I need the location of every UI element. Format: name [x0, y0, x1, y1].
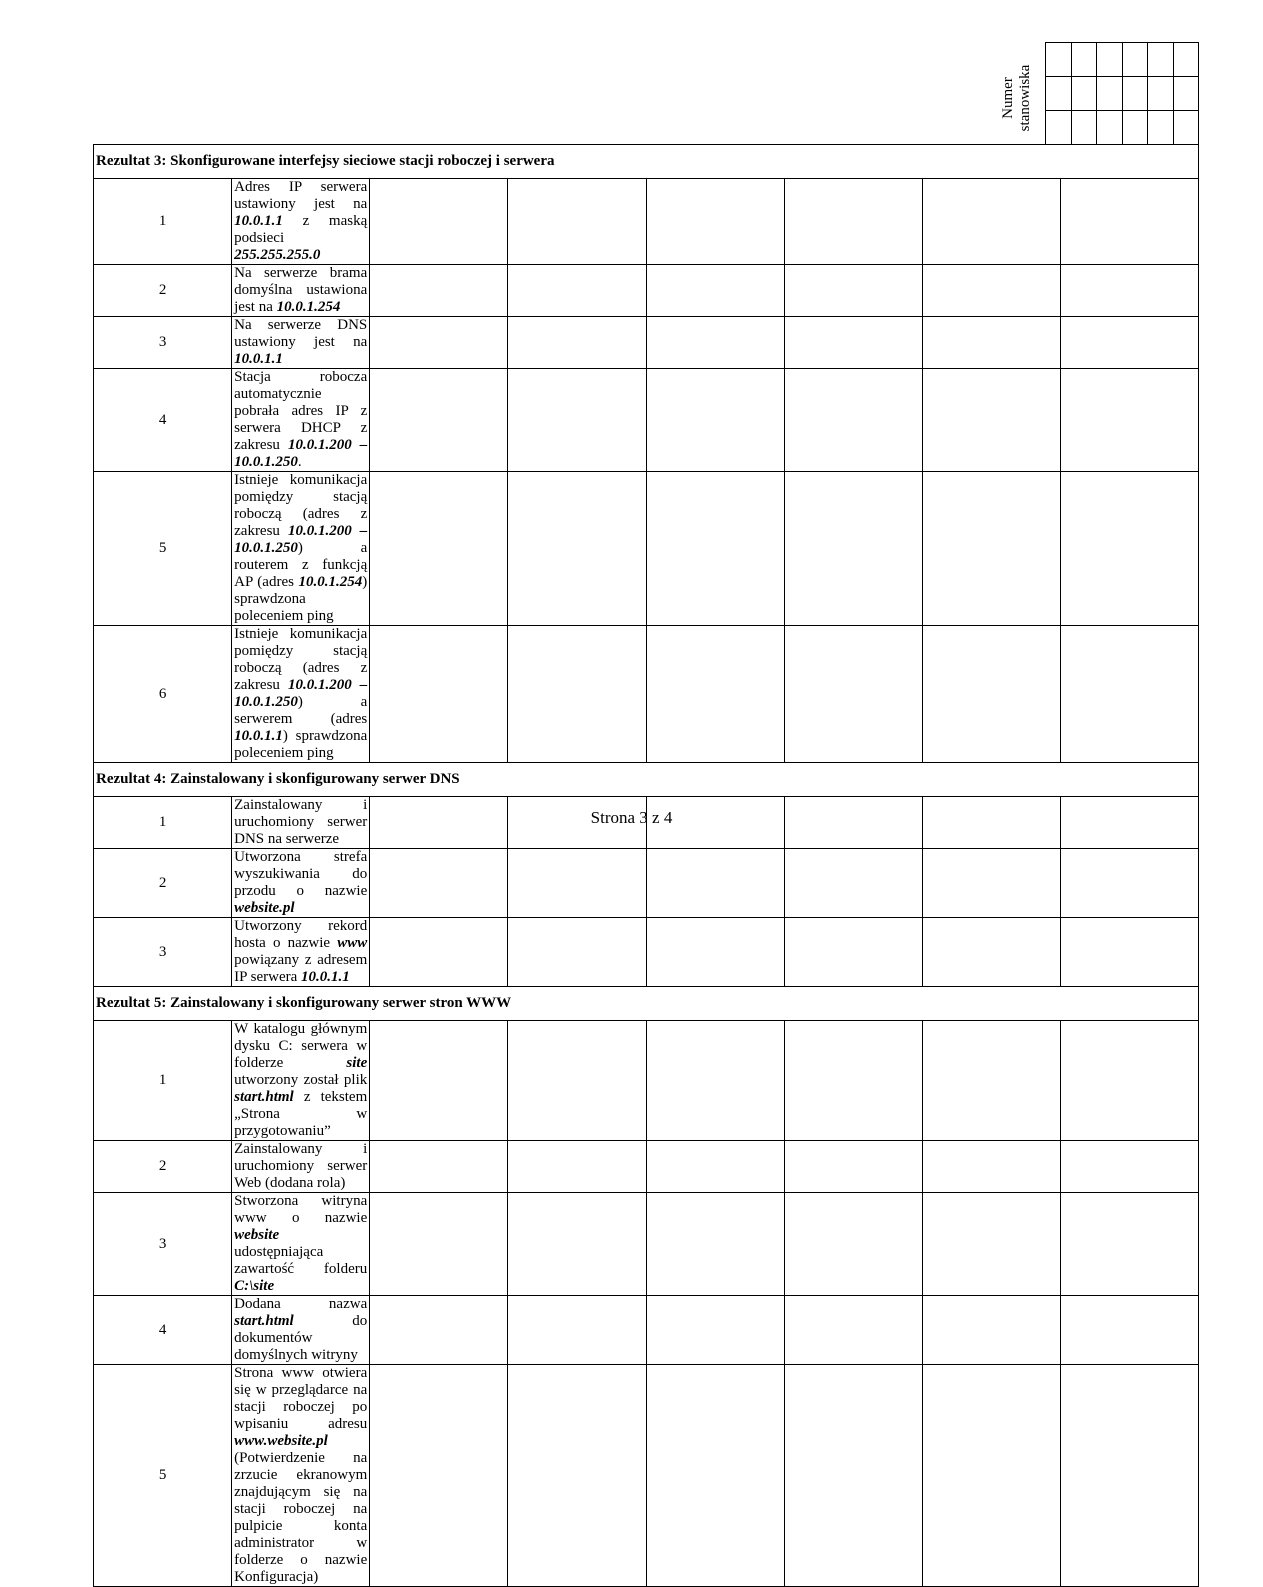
- criterion-text-part: Strona www otwiera się w przeglądarce na stacji roboczej po wpisaniu adresu: [234, 1365, 368, 1432]
- score-box[interactable]: [370, 918, 508, 987]
- criterion-text-part: W katalogu głównym dysku C: serwera w folderze: [234, 1021, 368, 1071]
- criterion-number: 4: [94, 1296, 232, 1365]
- criterion-value: start.html: [234, 1313, 294, 1329]
- criterion-text: [232, 849, 370, 918]
- score-box[interactable]: [508, 472, 646, 626]
- criterion-text-part: Utworzona strefa wyszukiwania do przodu o nazwie: [234, 849, 368, 899]
- criterion-row: [94, 472, 1199, 626]
- score-box[interactable]: [646, 265, 784, 317]
- criterion-row: [94, 1365, 1199, 1587]
- criterion-row: [94, 369, 1199, 472]
- criterion-text: [232, 1141, 370, 1193]
- score-box[interactable]: [784, 626, 922, 763]
- criterion-value: www: [337, 935, 368, 951]
- score-box[interactable]: [646, 1193, 784, 1296]
- score-box[interactable]: [508, 317, 646, 369]
- score-box[interactable]: [1060, 1141, 1198, 1193]
- criterion-row: [94, 849, 1199, 918]
- score-box[interactable]: [508, 918, 646, 987]
- criterion-value: C:\site: [234, 1278, 275, 1294]
- criterion-value: website: [234, 1227, 280, 1243]
- station-label-line1: Numer: [1000, 77, 1016, 119]
- section-header-row: [94, 145, 1199, 179]
- criterion-text-part: powiązany z adresem IP serwera: [234, 952, 368, 985]
- station-digit-box[interactable]: [1097, 43, 1123, 77]
- score-box[interactable]: [370, 265, 508, 317]
- criterion-text-part: Dodana nazwa: [234, 1296, 368, 1312]
- criterion-text-part: Utworzony rekord hosta o nazwie: [234, 918, 368, 951]
- score-box[interactable]: [370, 317, 508, 369]
- criterion-text-part: Stacja robocza automatycznie pobrała adres IP z serwera DHCP z zakresu: [234, 369, 368, 453]
- page-number: Strona 3 z 4: [590, 808, 673, 827]
- criterion-text-part: Na serwerze DNS ustawiony jest na: [234, 317, 368, 350]
- score-box[interactable]: [370, 1365, 508, 1587]
- station-digit-box[interactable]: [1122, 77, 1148, 111]
- station-digit-box[interactable]: [1148, 77, 1174, 111]
- station-digit-box[interactable]: [1046, 43, 1072, 77]
- score-box[interactable]: [508, 626, 646, 763]
- score-box[interactable]: [784, 317, 922, 369]
- score-box[interactable]: [370, 1193, 508, 1296]
- checklist-table: [93, 144, 1199, 1587]
- criterion-row: [94, 265, 1199, 317]
- score-box[interactable]: [508, 1141, 646, 1193]
- score-box[interactable]: [646, 1365, 784, 1587]
- criterion-text-part: Stworzona witryna www o nazwie: [234, 1193, 368, 1226]
- criterion-text-part: Adres IP serwera ustawiony jest na: [234, 179, 368, 212]
- criterion-value: start.html: [234, 1089, 294, 1105]
- score-box[interactable]: [922, 369, 1060, 472]
- criterion-value: 10.0.1.200 – 10.0.1.250: [234, 437, 368, 470]
- score-box[interactable]: [1060, 1193, 1198, 1296]
- criterion-value: www.website.pl: [234, 1433, 328, 1449]
- criterion-number: 2: [94, 849, 232, 918]
- criterion-row: [94, 179, 1199, 265]
- score-box[interactable]: [370, 1141, 508, 1193]
- station-digit-box[interactable]: [1173, 43, 1199, 77]
- score-box[interactable]: [922, 1193, 1060, 1296]
- criterion-value: 10.0.1.254: [298, 574, 363, 590]
- score-box[interactable]: [784, 849, 922, 918]
- criterion-text-part: Na serwerze brama domyślna ustawiona jest na: [234, 265, 368, 315]
- score-box[interactable]: [922, 472, 1060, 626]
- score-box[interactable]: [922, 1141, 1060, 1193]
- criterion-text: [232, 369, 370, 472]
- score-box[interactable]: [1060, 265, 1198, 317]
- score-box[interactable]: [922, 1296, 1060, 1365]
- score-box[interactable]: [784, 1193, 922, 1296]
- station-digit-box[interactable]: [1097, 111, 1123, 145]
- score-box[interactable]: [646, 1141, 784, 1193]
- criterion-text: [232, 265, 370, 317]
- criterion-number: 3: [94, 918, 232, 987]
- criterion-text: [232, 1365, 370, 1587]
- score-box[interactable]: [646, 849, 784, 918]
- criterion-text-part: ) a routerem z funkcją AP (adres: [234, 540, 368, 590]
- score-box[interactable]: [508, 1021, 646, 1141]
- station-digit-box[interactable]: [1097, 77, 1123, 111]
- criterion-text-part: Istnieje komunikacja pomiędzy stacją roboczą (adres z zakresu: [234, 472, 368, 539]
- criterion-number: 6: [94, 626, 232, 763]
- criterion-row: [94, 1193, 1199, 1296]
- criterion-text-part: (Potwierdzenie na zrzucie ekranowym znajdującym się na stacji roboczej na pulpicie konta administrator w folderze o nazwie Konfiguracja): [234, 1450, 368, 1585]
- criterion-value: 255.255.255.0: [234, 247, 321, 263]
- criterion-value: 10.0.1.200 – 10.0.1.250: [234, 677, 368, 710]
- criterion-value: 10.0.1.254: [276, 299, 341, 315]
- criterion-number: 3: [94, 1193, 232, 1296]
- score-box[interactable]: [1060, 918, 1198, 987]
- criterion-text-part: utworzony został plik: [234, 1072, 368, 1088]
- score-box[interactable]: [508, 179, 646, 265]
- score-box[interactable]: [646, 472, 784, 626]
- score-box[interactable]: [1060, 369, 1198, 472]
- criterion-text: [232, 1021, 370, 1141]
- section-title: Rezultat 3: Skonfigurowane interfejsy sieciowe stacji roboczej i serwera: [94, 145, 1199, 179]
- score-box[interactable]: [784, 1365, 922, 1587]
- score-box[interactable]: [646, 317, 784, 369]
- criterion-row: [94, 317, 1199, 369]
- score-box[interactable]: [370, 626, 508, 763]
- score-box[interactable]: [1060, 849, 1198, 918]
- score-box[interactable]: [922, 265, 1060, 317]
- score-box[interactable]: [370, 179, 508, 265]
- criterion-text: [232, 626, 370, 763]
- criterion-text: [232, 1193, 370, 1296]
- station-digit-box[interactable]: [1046, 77, 1072, 111]
- score-box[interactable]: [370, 849, 508, 918]
- criterion-text-part: ) sprawdzona poleceniem ping: [234, 728, 368, 761]
- score-box[interactable]: [922, 1365, 1060, 1587]
- criterion-value: website.pl: [234, 900, 295, 916]
- criterion-number: 5: [94, 1365, 232, 1587]
- criterion-text-part: ) sprawdzona poleceniem ping: [234, 574, 368, 624]
- score-box[interactable]: [646, 626, 784, 763]
- score-box[interactable]: [784, 1296, 922, 1365]
- criterion-value: 10.0.1.1: [234, 213, 283, 229]
- criterion-value: 10.0.1.1: [234, 728, 283, 744]
- criterion-number: 1: [94, 797, 232, 849]
- criterion-number: 2: [94, 265, 232, 317]
- score-box[interactable]: [508, 265, 646, 317]
- score-box[interactable]: [646, 918, 784, 987]
- station-digit-box[interactable]: [1148, 111, 1174, 145]
- criterion-number: 1: [94, 1021, 232, 1141]
- criterion-number: 3: [94, 317, 232, 369]
- criterion-text: [232, 317, 370, 369]
- criterion-row: [94, 1021, 1199, 1141]
- station-digit-box[interactable]: [1173, 111, 1199, 145]
- section-title: Rezultat 4: Zainstalowany i skonfigurowany serwer DNS: [94, 763, 1199, 797]
- criterion-text-part: udostępniająca zawartość folderu: [234, 1244, 368, 1277]
- criterion-number: 5: [94, 472, 232, 626]
- score-box[interactable]: [784, 1021, 922, 1141]
- criterion-text-part: Istnieje komunikacja pomiędzy stacją roboczą (adres z zakresu: [234, 626, 368, 693]
- criterion-value: 10.0.1.200 – 10.0.1.250: [234, 523, 368, 556]
- score-box[interactable]: [1060, 179, 1198, 265]
- criterion-text: [232, 918, 370, 987]
- criterion-row: [94, 626, 1199, 763]
- score-box[interactable]: [508, 849, 646, 918]
- station-digit-box[interactable]: [1071, 111, 1097, 145]
- score-box[interactable]: [646, 1296, 784, 1365]
- score-box[interactable]: [784, 472, 922, 626]
- station-number-grid: [1045, 42, 1199, 145]
- score-box[interactable]: [1060, 1365, 1198, 1587]
- score-box[interactable]: [370, 1296, 508, 1365]
- score-box[interactable]: [922, 179, 1060, 265]
- score-box[interactable]: [646, 1021, 784, 1141]
- score-box[interactable]: [922, 1021, 1060, 1141]
- station-digit-box[interactable]: [1071, 43, 1097, 77]
- criterion-value: 10.0.1.1: [234, 351, 283, 367]
- criterion-row: [94, 1296, 1199, 1365]
- criterion-row: [94, 1141, 1199, 1193]
- score-box[interactable]: [922, 626, 1060, 763]
- station-digit-box[interactable]: [1046, 111, 1072, 145]
- station-digit-box[interactable]: [1122, 111, 1148, 145]
- criterion-text: [232, 1296, 370, 1365]
- section-header-row: [94, 763, 1199, 797]
- score-box[interactable]: [370, 472, 508, 626]
- criterion-text-part: do dokumentów domyślnych witryny: [234, 1313, 368, 1363]
- station-number-block: [988, 42, 1199, 145]
- section-header-row: [94, 987, 1199, 1021]
- criterion-number: 2: [94, 1141, 232, 1193]
- score-box[interactable]: [508, 1365, 646, 1587]
- score-box[interactable]: [922, 849, 1060, 918]
- score-box[interactable]: [508, 1193, 646, 1296]
- score-box[interactable]: [646, 369, 784, 472]
- score-box[interactable]: [508, 369, 646, 472]
- score-box[interactable]: [784, 918, 922, 987]
- criterion-value: 10.0.1.1: [301, 969, 350, 985]
- score-box[interactable]: [784, 265, 922, 317]
- criterion-text-part: z maską podsieci: [234, 213, 368, 246]
- station-label-line2: stanowiska: [1017, 64, 1033, 132]
- criterion-row: [94, 918, 1199, 987]
- criterion-number: 4: [94, 369, 232, 472]
- score-box[interactable]: [1060, 1296, 1198, 1365]
- score-box[interactable]: [1060, 626, 1198, 763]
- score-box[interactable]: [370, 1021, 508, 1141]
- score-box[interactable]: [1060, 472, 1198, 626]
- criterion-text-part: .: [297, 454, 302, 470]
- score-box[interactable]: [1060, 317, 1198, 369]
- score-box[interactable]: [370, 369, 508, 472]
- criterion-text: [232, 179, 370, 265]
- score-box[interactable]: [508, 1296, 646, 1365]
- criterion-text-part: Zainstalowany i uruchomiony serwer DNS na serwerze: [234, 797, 368, 847]
- score-box[interactable]: [1060, 1021, 1198, 1141]
- criterion-number: 1: [94, 179, 232, 265]
- score-box[interactable]: [922, 918, 1060, 987]
- score-box[interactable]: [784, 369, 922, 472]
- score-box[interactable]: [922, 317, 1060, 369]
- station-digit-box[interactable]: [1071, 77, 1097, 111]
- score-box[interactable]: [784, 179, 922, 265]
- station-digit-box[interactable]: [1173, 77, 1199, 111]
- station-digit-box[interactable]: [1148, 43, 1174, 77]
- score-box[interactable]: [646, 179, 784, 265]
- station-digit-box[interactable]: [1122, 43, 1148, 77]
- score-box[interactable]: [784, 1141, 922, 1193]
- criterion-text-part: z tekstem „Strona w przygotowaniu”: [234, 1089, 368, 1139]
- criterion-text: [232, 472, 370, 626]
- criterion-text-part: Zainstalowany i uruchomiony serwer Web (dodana rola): [234, 1141, 368, 1191]
- station-number-label: [988, 42, 1046, 145]
- criterion-text-part: ) a serwerem (adres: [234, 694, 368, 727]
- criterion-value: site: [346, 1055, 368, 1071]
- section-title: Rezultat 5: Zainstalowany i skonfigurowany serwer stron WWW: [94, 987, 1199, 1021]
